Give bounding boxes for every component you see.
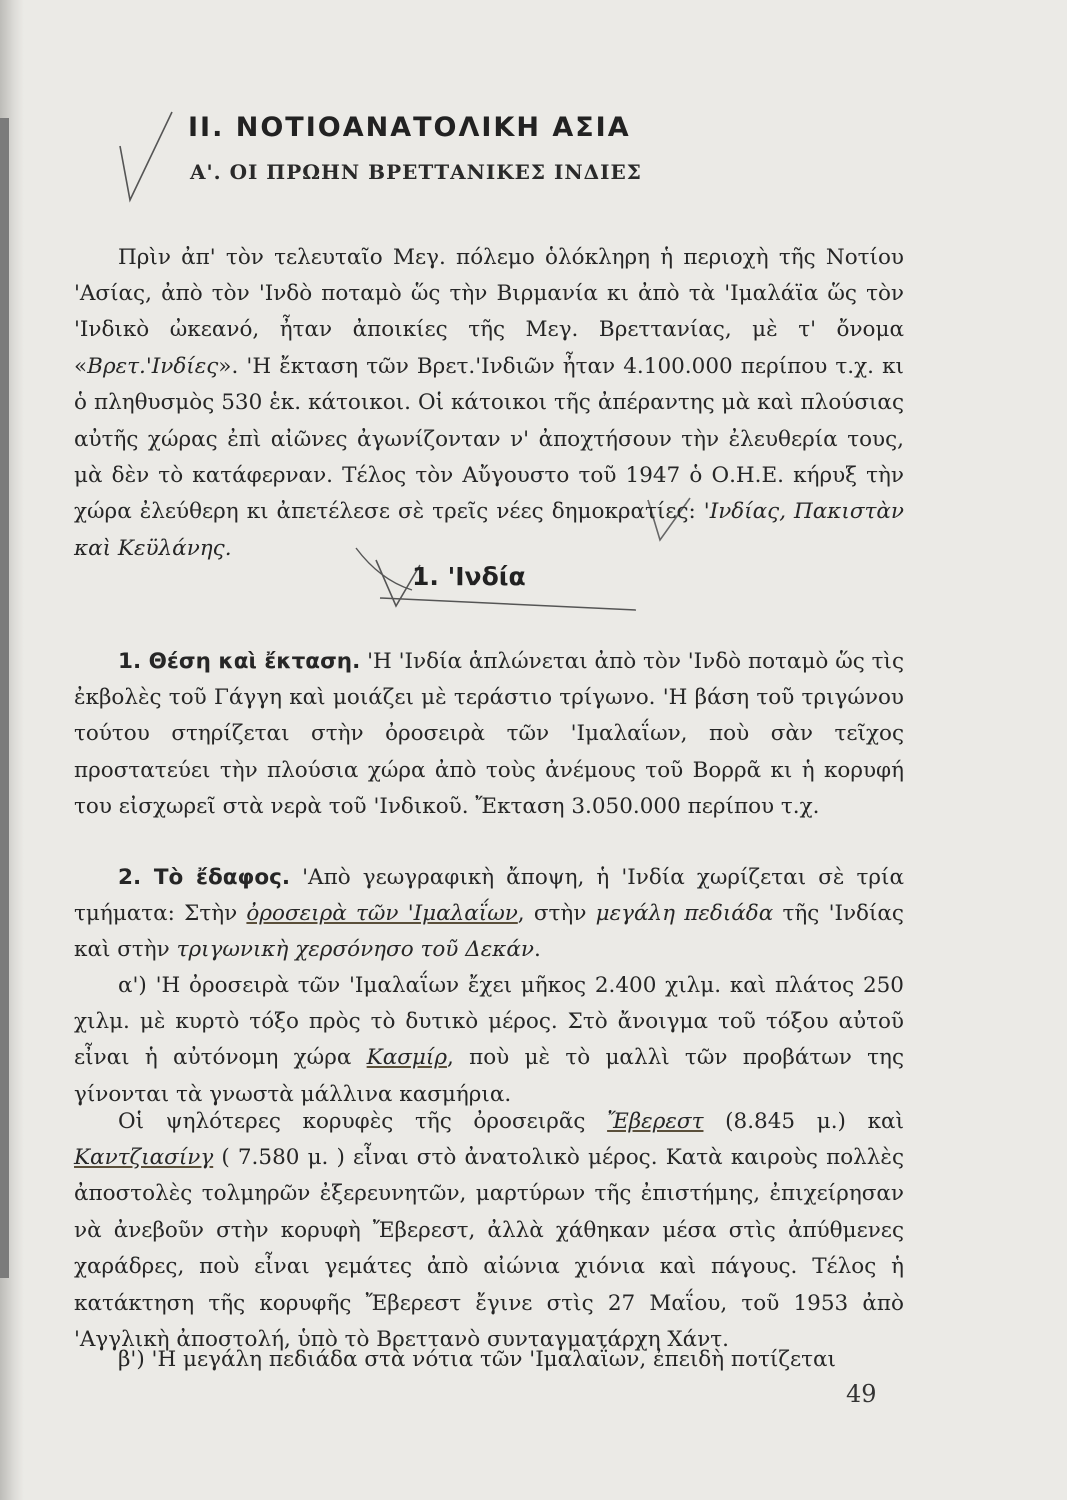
section-2-label: 2. Τὸ ἔδαφος.	[118, 864, 291, 890]
paragraph-b	[74, 1342, 904, 1378]
intro-paragraph	[74, 240, 904, 568]
subsection-title: Α'. ΟΙ ΠΡΩΗΝ ΒΡΕΤΤΑΝΙΚΕΣ ΙΝΔΙΕΣ	[190, 160, 642, 184]
section-2-text-b: , στὴν	[517, 900, 596, 926]
paragraph-a-text-a: α') 'Η ὀροσειρὰ τῶν 'Ιμαλαΐων ἔχει μῆκος 2.400 χιλμ. καὶ πλάτος 250 χιλμ. μὲ κυρτὸ τόξο πρὸς τὸ δυτικὸ μέρος. Στὸ ἄνοιγμα τοῦ τόξου αὐτοῦ εἶναι ἡ αὐτόνομη χώρα	[74, 972, 904, 1071]
italic-name: Βρετ.'Ινδίες	[87, 353, 219, 379]
term-kanchenjunga: Καντζιασίνγ	[74, 1144, 214, 1170]
term-kashmir: Κασμίρ	[366, 1045, 447, 1071]
section-2-text-c: τῆς 'Ινδίας καὶ στὴν	[74, 900, 904, 963]
pencil-underline-india	[380, 598, 636, 610]
section-2-text-a: 'Απὸ γεωγραφικὴ ἄποψη, ἡ 'Ινδία χωρίζεται σὲ τρία τμήματα: Στὴν	[74, 864, 904, 926]
paragraph-a-text-b: , ποὺ μὲ τὸ μαλλὶ τῶν προβάτων της γίνονται τὰ γνωστὰ μάλλινα κασμήρια.	[74, 1045, 904, 1107]
section-2-text-d: .	[533, 937, 541, 963]
section-1-label: 1. Θέση καὶ ἔκταση.	[118, 648, 361, 674]
section-2-paragraph	[74, 860, 904, 969]
everest-text-a: Οἱ ψηλότερες κορυφὲς τῆς ὀροσειρᾶς	[118, 1108, 608, 1134]
section-1-text: 'Η 'Ινδία ἁπλώνεται ἀπὸ τὸν 'Ινδὸ ποταμὸ ὥς τὶς ἐκβολὲς τοῦ Γάγγη καὶ μοιάζει μὲ τεράστιο τρίγωνο. 'Η βάση τοῦ τριγώνου τούτου στηρίζεται στὴν ὀροσειρὰ τῶν 'Ιμαλαΐων, ποὺ σὰν τεῖχος προστατεύει τὴν πλούσια χώρα ἀπὸ τοὺς ἀνέμους τοῦ Βορρᾶ κι ἡ κορυφή του εἰσχωρεῖ στὰ νερὰ τοῦ 'Ινδικοῦ. Ἔκταση 3.050.000 περίπου τ.χ.	[74, 648, 904, 820]
everest-text-c: ( 7.580 μ. ) εἶναι στὸ ἀνατολικὸ μέρος. Κατὰ καιροὺς πολλὲς ἀποστολὲς τολμηρῶν ἐξερευνητῶν, μαρτύρων τῆς ἐπιστήμης, ἐπιχείρησαν νὰ ἀνεβοῦν στὴν κορυφὴ Ἔβερεστ, ἀλλὰ χάθηκαν μέσα στὶς ἀπύθμενες χαράδρες, ποὺ εἶναι γεμάτες ἀπὸ αἰώνια χιόνια καὶ πάγους. Τέλος ἡ κατάκτηση τῆς κορυφῆς Ἔβερεστ ἔγινε στὶς 27 Μαΐου, τοῦ 1953 ἀπὸ 'Αγγλικὴ ἀποστολή, ὑπὸ τὸ Βρεττανὸ συνταγματάρχη Χάντ.	[74, 1144, 904, 1352]
section-title: II. ΝΟΤΙΟΑΝΑΤΟΛΙΚΗ ΑΣΙΑ	[188, 112, 631, 143]
italic-countries: 'Ινδίας, Πακιστὰν καὶ Κεϋλάνης.	[74, 499, 904, 561]
everest-paragraph	[74, 1104, 904, 1359]
term-plain: μεγάλη πεδιάδα	[595, 900, 774, 926]
intro-text-1: Πρὶν ἀπ' τὸν τελευταῖο Μεγ. πόλεμο ὁλόκληρη ἡ περιοχὴ τῆς Νοτίου 'Ασίας, ἀπὸ τὸν 'Ινδὸ ποταμὸ ὥς τὴν Βιρμανία κι ἀπὸ τὰ 'Ιμαλάϊα ὥς τὸν 'Ινδικὸ ὠκεανό, ἦταν ἀποικίες τῆς Μεγ. Βρεττανίας, μὲ τ' ὄνομα «	[74, 244, 904, 379]
paragraph-a	[74, 968, 904, 1114]
page-number: 49	[846, 1380, 877, 1408]
term-deccan: τριγωνικὴ χερσόνησο τοῦ Δεκάν	[176, 937, 534, 963]
intro-text-2: ». 'Η ἔκταση τῶν Βρετ.'Ινδιῶν ἦταν 4.100.000 περίπου τ.χ. κι ὁ πληθυσμὸς 530 ἑκ. κάτοικοι. Οἱ κάτοικοι τῆς ἀπέραντης μὰ καὶ πλούσιας αὐτῆς χώρας ἐπὶ αἰῶνες ἀγωνίζονταν ν' ἀποχτήσουν τὴν ἐλευθερία τους, μὰ δὲν τὸ κατάφερναν. Τέλος τὸν Αὔγουστο τοῦ 1947 ὁ Ο.Η.Ε. κήρυξ τὴν χώρα ἐλεύθερη κι ἀπετέλεσε σὲ τρεῖς νέες δημοκρατίες:	[74, 353, 904, 525]
section-1-paragraph	[74, 644, 904, 826]
term-himalayas: ὀροσειρὰ τῶν 'Ιμαλαΐων	[246, 900, 518, 926]
term-everest: Ἔβερεστ	[607, 1108, 704, 1134]
pencil-check-title	[120, 112, 172, 200]
everest-text-b: (8.845 μ.) καὶ	[703, 1108, 905, 1134]
subheading-india: 1. 'Ινδία	[412, 562, 526, 591]
paragraph-b-text: β') 'Η μεγάλη πεδιάδα στὰ νότια τῶν 'Ιμαλαΐων, ἐπειδὴ ποτίζεται	[118, 1346, 836, 1372]
